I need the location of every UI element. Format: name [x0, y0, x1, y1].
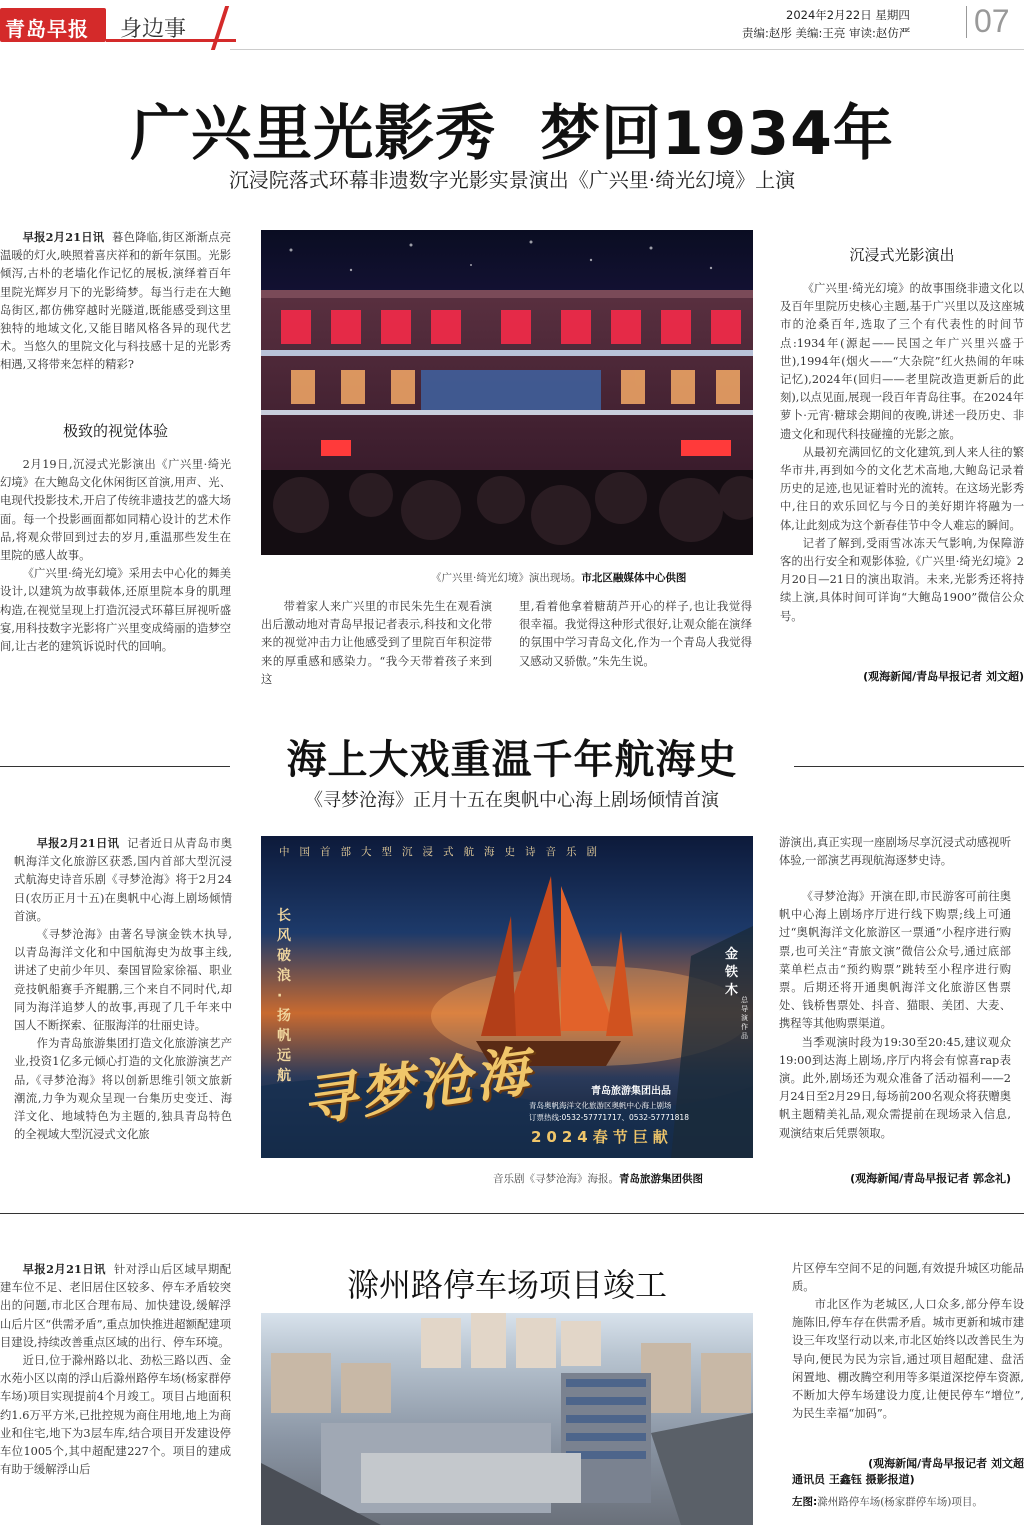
paragraph: 记者近日从青岛市奥帆海洋文化旅游区获悉,国内首部大型沉浸式航海史诗音乐剧《寻梦沧海》将于2月24日(农历正月十五)在奥帆中心海上剧场倾情首演。: [14, 837, 232, 923]
paragraph: 里,看着他拿着糖葫芦开心的样子,也让我觉得很幸福。我觉得这种形式很好,让观众能在演绎的氛围中学习青岛文化,作为一个青岛人我觉得又感动又骄傲。”朱先生说。: [519, 600, 752, 668]
poster-right-vertical-small: 总导演作品: [741, 996, 748, 1040]
paragraph: 作为青岛旅游集团打造文化旅游演艺产业,投资1亿多元倾心打造的文化旅游演艺产品,《寻梦沧海》将以创新思维引领文旅新潮流,力争为观众呈现一台集历史变迁、海洋文化、地域特色为主题的,独具青岛特色的全视域大型沉浸式文化旅: [14, 1037, 232, 1142]
byline-line: (观海新闻/青岛早报记者 刘文超: [868, 1457, 1024, 1470]
story1-col2: [261, 598, 492, 689]
poster-producer: 青岛旅游集团出品: [591, 1086, 671, 1097]
story3-byline: [792, 1455, 1024, 1487]
caption-text: 滁州路停车场(杨家群停车场)项目。: [817, 1496, 983, 1508]
dateline: 早报2月21日讯: [36, 836, 120, 850]
story1-col1: [0, 228, 231, 375]
story3-col1: [0, 1260, 231, 1479]
story1-col1b: [0, 456, 231, 656]
paragraph: 《广兴里·绮光幻境》的故事围绕非遗文化以及百年里院历史核心主题,基于广兴里以及这座城市的沧桑百年,选取了三个有代表性的时间节点:1934年(源起——民国之年广兴里兴盛于世),1994年(烟火——“大杂院”红火热闹的年味记忆),2024年(回归——老里院改造更新后的此刻),以点见面,展现一段百年青岛往事。在2024年萝卜·元宵·糖球会期间的夜晚,讲述一段历史、非遗文化和现代科技碰撞的光影之旅。: [780, 282, 1024, 441]
story2-byline: (观海新闻/青岛早报记者 郭念礼): [850, 1172, 1011, 1185]
city-illustration: [261, 1313, 753, 1525]
paragraph: 《寻梦沧海》开演在即,市民游客可前往奥帆中心海上剧场序厅进行线下购票;线上可通过“奥帆海洋文化旅游区一票通”小程序进行购票,也可关注“青旅文演”微信公众号,通过底部菜单栏点击“预约购票”跳转至小程序进行购票。后期还将开通奥帆海洋文化旅游区售票处、钱桥售票处、抖音、猫眼、美团、大麦、携程等其他购票渠道。: [779, 890, 1011, 1031]
date-line: 2024年2月22日 星期四: [786, 8, 910, 22]
caption-credit: 青岛旅游集团供图: [619, 1173, 703, 1185]
light-show-photo: [261, 230, 753, 555]
dateline: 早报2月21日讯: [22, 1262, 106, 1276]
paragraph: 带着家人来广兴里的市民朱先生在观看演出后激动地对青岛早报记者表示,科技和文化带来的视觉冲击力让他感受到了里院百年积淀带来的厚重感和感染力。“我今天带着孩子来到这: [261, 600, 492, 686]
page-number: 07: [974, 3, 1010, 39]
paragraph: 2月19日,沉浸式光影演出《广兴里·绮光幻境》在大鲍岛文化休闲街区首演,用声、光、电现代投影技术,开启了传统非遗技艺的盛大场面。每一个投影画面都如同精心设计的艺术作品,将观众带回到过去的岁月,重温那些发生在里院的感人故事。: [0, 458, 231, 563]
paragraph: 《寻梦沧海》由著名导演金铁木执导,以青岛海洋文化和中国航海史为故事主线,讲述了史前少年贝、秦国冒险家徐福、职业竞技帆船赛手齐鲲鹏,三个来自不同时代,却同为海洋追梦人的故事,再现了几千年来中国人不断探索、征服海洋的壮丽史诗。: [14, 928, 232, 1033]
light-show-illustration: [261, 230, 753, 555]
story3-col3b: [792, 1296, 1024, 1423]
section-label: 身边事: [120, 17, 187, 42]
caption-text: 《广兴里·绮光幻境》演出现场。: [431, 572, 582, 584]
paragraph: 市北区作为老城区,人口众多,部分停车设施陈旧,停车存在供需矛盾。城市更新和城市建设三年攻坚行动以来,市北区始终以改善民生为导向,便民为民为宗旨,通过项目超配建、盘活闲置地、棚改腾空利用等多渠道深挖停车资源,不断加大停车场建设力度,让便民停车“增位”,为民生幸福“加码”。: [792, 1298, 1024, 1421]
staff-line: 责编:赵彤 美编:王亮 审读:赵仿严: [742, 26, 911, 40]
story2-headline: 海上大戏重温千年航海史: [286, 737, 738, 783]
story2-subheadline: 《寻梦沧海》正月十五在奥帆中心海上剧场倾情首演: [305, 790, 719, 811]
masthead-rule: [230, 49, 1024, 50]
paragraph: 《广兴里·绮光幻境》采用去中心化的舞美设计,以建筑为故事载体,还原里院本身的肌理构造,在视觉呈现上打造沉浸式环幕巨屏视听盛宴,用科技数字光影将广兴里变成绮丽的造梦空间,让古老的建筑诉说时代的回响。: [0, 567, 231, 654]
paragraph: 从最初充满回忆的文化建筑,到人来人往的繁华市井,再到如今的文化艺术高地,大鲍岛记录着历史的足迹,也见证着时光的流转。在这场光影秀中,往日的欢乐回忆与今日的美好期许将融为一体,让此刻成为这个新春佳节中令人难忘的瞬间。: [780, 445, 1024, 532]
story3-headline: 滁州路停车场项目竣工: [346, 1266, 667, 1304]
paragraph: 近日,位于滁州路以北、劲松三路以西、金水苑小区以南的浮山后滁州路停车场(杨家群停车场)项目实现提前4个月竣工。项目占地面积约1.6万平方米,已批控规为商住用地,地上为商业和住宅,地下为3层车库,结合项目开发建设停车位1005个,其中超配建227个。项目的建成有助于缓解浮山后: [0, 1354, 231, 1477]
paragraph: 游演出,真正实现一座剧场尽享沉浸式动感视听体验,一部演艺再现航海逐梦史诗。: [779, 836, 1011, 868]
caption-label: 左图:: [792, 1496, 818, 1508]
poster-right-vertical: 金铁木: [725, 947, 739, 998]
story1-headline: 广兴里光影秀 梦回1934年: [130, 99, 894, 169]
poster-caption: [493, 1171, 763, 1186]
paper-name: 青岛早报: [5, 19, 89, 41]
masthead-divider: [966, 6, 967, 38]
poster-tagline: 2024春节巨献: [531, 1128, 673, 1146]
story3-caption: [792, 1494, 1024, 1511]
poster-title-art: 寻梦沧海: [298, 1038, 537, 1134]
paragraph: 记者了解到,受雨雪冰冻天气影响,为保障游客的出行安全和观影体验,《广兴里·绮光幻境》2月20日—21日的演出取消。未来,光影秀还将持续上演,具体时间可详询“大鲍岛1900”微信公众号。: [780, 536, 1024, 623]
poster-venue: 青岛奥帆海洋文化旅游区奥帆中心海上剧场: [529, 1101, 672, 1110]
paragraph: 暮色降临,街区渐渐点亮温暖的灯火,映照着喜庆祥和的新年氛围。光影倾泻,古朴的老墙化作记忆的展板,演绎着百年里院光辉岁月下的光影绮梦。每当行走在大鲍岛街区,都仿佛穿越时光隧道,既能感受到这里独特的地域文化,又能目睹风格各异的现代艺术。当悠久的里院文化与科技感十足的光影秀相遇,又将带来怎样的精彩?: [0, 231, 232, 372]
dateline: 早报2月21日讯: [22, 230, 105, 244]
poster-phone: 订票热线:0532-57771717、0532-57771818: [529, 1113, 689, 1122]
section-title: 沉浸式光影演出: [849, 246, 955, 264]
section-title: 极致的视觉体验: [62, 422, 168, 440]
caption-text: 音乐剧《寻梦沧海》海报。: [493, 1173, 619, 1185]
paragraph: 当季观演时段为19:30至20:45,建议观众19:00到达海上剧场,序厅内将会有惊喜rap表演。此外,剧场还为观众准备了活动福利——2月24日至2月29日,每场前200名观众将获赠奥帆主题精美礼品,观众需提前在现场录入信息,观演结束后凭票领取。: [779, 1035, 1011, 1140]
poster-left-vertical: 长风破浪·扬帆远航: [277, 908, 291, 1084]
photo-caption: [431, 570, 761, 585]
story2-col1: [14, 834, 232, 1144]
story1-col3: [519, 598, 752, 671]
story3-col3: [792, 1260, 1024, 1296]
paragraph: 片区停车空间不足的问题,有效提升城区功能品质。: [792, 1262, 1024, 1294]
story1-col4: [780, 280, 1024, 626]
parking-lot-photo: [261, 1313, 753, 1525]
paper-logo: [0, 8, 106, 42]
story2-col3: [779, 834, 1011, 870]
poster-top-line: 中国首部大型沉浸式航海史诗音乐剧: [279, 846, 607, 858]
byline-line: 通讯员 王鑫钰 摄影报道): [792, 1473, 915, 1486]
story1-byline: (观海新闻/青岛早报记者 刘文超): [863, 670, 1024, 683]
story2-col3b: [779, 888, 1011, 1143]
paragraph: 针对浮山后区域早期配建车位不足、老旧居住区较多、停车矛盾较突出的问题,市北区合理布局、加快建设,缓解浮山后片区“供需矛盾”,重点加快推进超额配建项目建设,持续改善重点区域的出行、停车环境。: [0, 1263, 231, 1349]
masthead: [0, 0, 1024, 50]
musical-poster: [261, 836, 753, 1158]
story1-subheadline: 沉浸院落式环幕非遗数字光影实景演出《广兴里·绮光幻境》上演: [228, 168, 796, 192]
caption-credit: 市北区融媒体中心供图: [581, 572, 687, 584]
